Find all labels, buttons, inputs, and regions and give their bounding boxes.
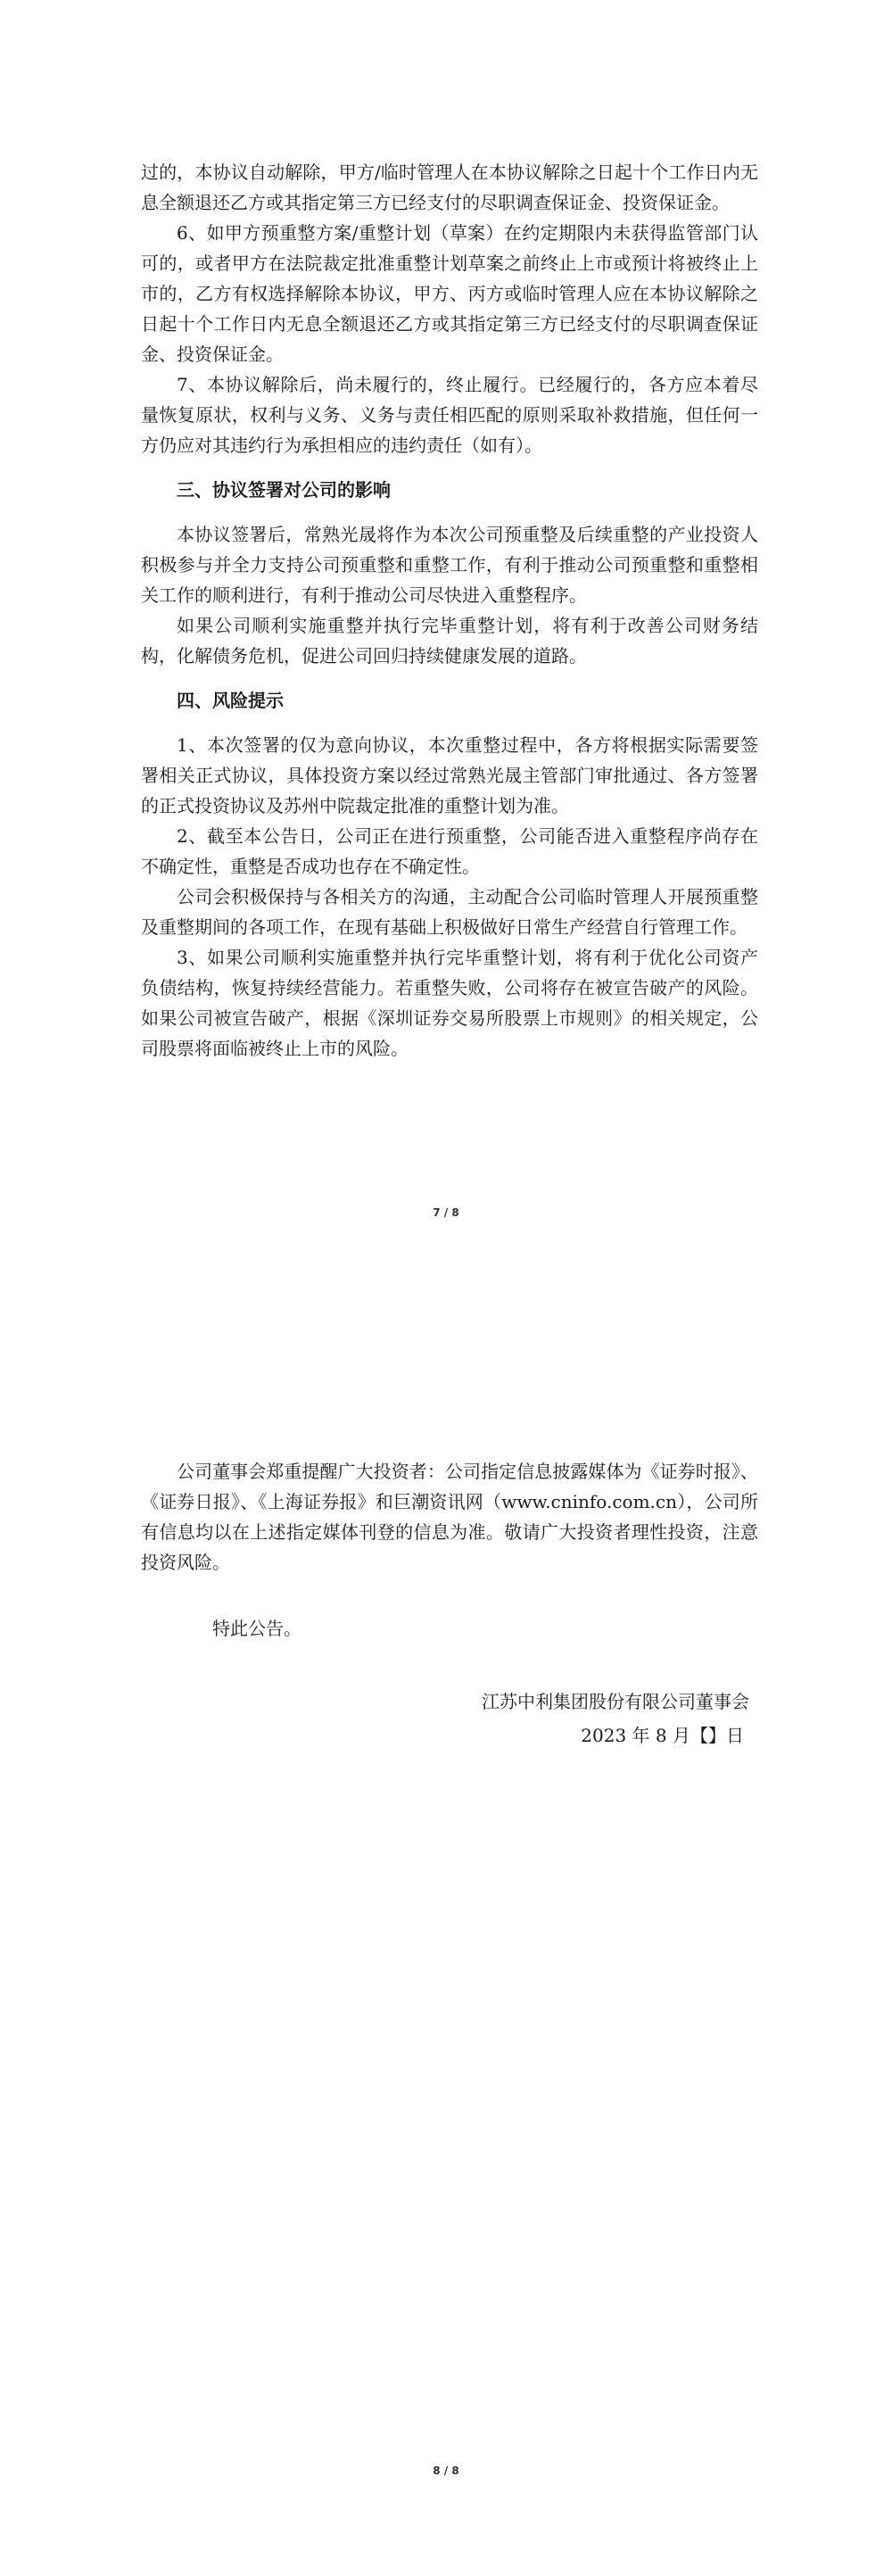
paragraph-clause-7: 7、本协议解除后，尚未履行的，终止履行。已经履行的，各方应本着尽量恢复原状，权利与义务、义务与责任相匹配的原则采取补救措施，但任何一方仍应对其违约行为承担相应的违约责任（如有）。 bbox=[141, 374, 758, 456]
section-3-heading: 三、协议签署对公司的影响 bbox=[177, 479, 391, 501]
signature-block bbox=[141, 1685, 758, 1752]
section-4-heading: 四、风险提示 bbox=[177, 690, 284, 711]
signatory-name: 江苏中利集团股份有限公司董事会 bbox=[482, 1691, 749, 1712]
paragraph-clause-6: 6、如甲方预重整方案/重整计划（草案）在约定期限内未获得监管部门认可的，或者甲方在法院裁定批准重整计划草案之前终止上市或预计将被终止上市的，乙方有权选择解除本协议，甲方、丙方或临时管理人应在本协议解除之日起十个工作日内无息全额退还乙方或其指定第三方已经支付的尽职调查保证金、投资保证金。 bbox=[141, 222, 758, 365]
paragraph-termination-continued: 过的，本协议自动解除，甲方/临时管理人在本协议解除之日起十个工作日内无息全额退还乙方或其指定第三方已经支付的尽职调查保证金、投资保证金。 bbox=[141, 162, 758, 213]
closing-statement: 特此公告。 bbox=[212, 1618, 301, 1639]
risk-item-3: 3、如果公司顺利实施重整并执行完毕重整计划，将有利于优化公司资产负债结构，恢复持续经营能力。若重整失败，公司将存在被宣告破产的风险。如果公司被宣告破产，根据《深圳证券交易所股票上市规则》的相关规定，公司股票将面临被终止上市的风险。 bbox=[141, 947, 758, 1059]
announcement-date: 2023 年 8 月【】日 bbox=[581, 1725, 744, 1746]
page-number-8: 8 / 8 bbox=[433, 2464, 459, 2477]
section-3-paragraph-2: 如果公司顺利实施重整并执行完毕重整计划，将有利于改善公司财务结构，化解债务危机，促进公司回归持续健康发展的道路。 bbox=[141, 615, 758, 667]
investor-reminder-paragraph: 公司董事会郑重提醒广大投资者：公司指定信息披露媒体为《证券时报》、《证券日报》、《上海证券报》和巨潮资讯网（www.cninfo.com.cn），公司所有信息均以在上述指定媒体刊登的信息为准。敬请广大投资者理性投资，注意投资风险。 bbox=[141, 1461, 758, 1573]
document-page-8 bbox=[0, 1303, 892, 2576]
page-number-7: 7 / 8 bbox=[433, 1206, 459, 1219]
risk-item-2-followup: 公司会积极保持与各相关方的沟通，主动配合公司临时管理人开展预重整及重整期间的各项工作，在现有基础上积极做好日常生产经营自行管理工作。 bbox=[141, 886, 758, 938]
section-3-paragraph-1: 本协议签署后，常熟光晟将作为本次公司预重整及后续重整的产业投资人积极参与并全力支持公司预重整和重整工作，有利于推动公司预重整和重整相关工作的顺利进行，有利于推动公司尽快进入重整程序。 bbox=[141, 524, 758, 606]
page-7-body bbox=[141, 157, 758, 1064]
risk-item-2: 2、截至本公告日，公司正在进行预重整，公司能否进入重整程序尚存在不确定性，重整是否成功也存在不确定性。 bbox=[141, 825, 758, 877]
risk-item-1: 1、本次签署的仅为意向协议，本次重整过程中，各方将根据实际需要签署相关正式协议，具体投资方案以经过常熟光晟主管部门审批通过、各方签署的正式投资协议及苏州中院裁定批准的重整计划为准。 bbox=[141, 734, 758, 816]
page-8-body bbox=[141, 1456, 758, 1752]
